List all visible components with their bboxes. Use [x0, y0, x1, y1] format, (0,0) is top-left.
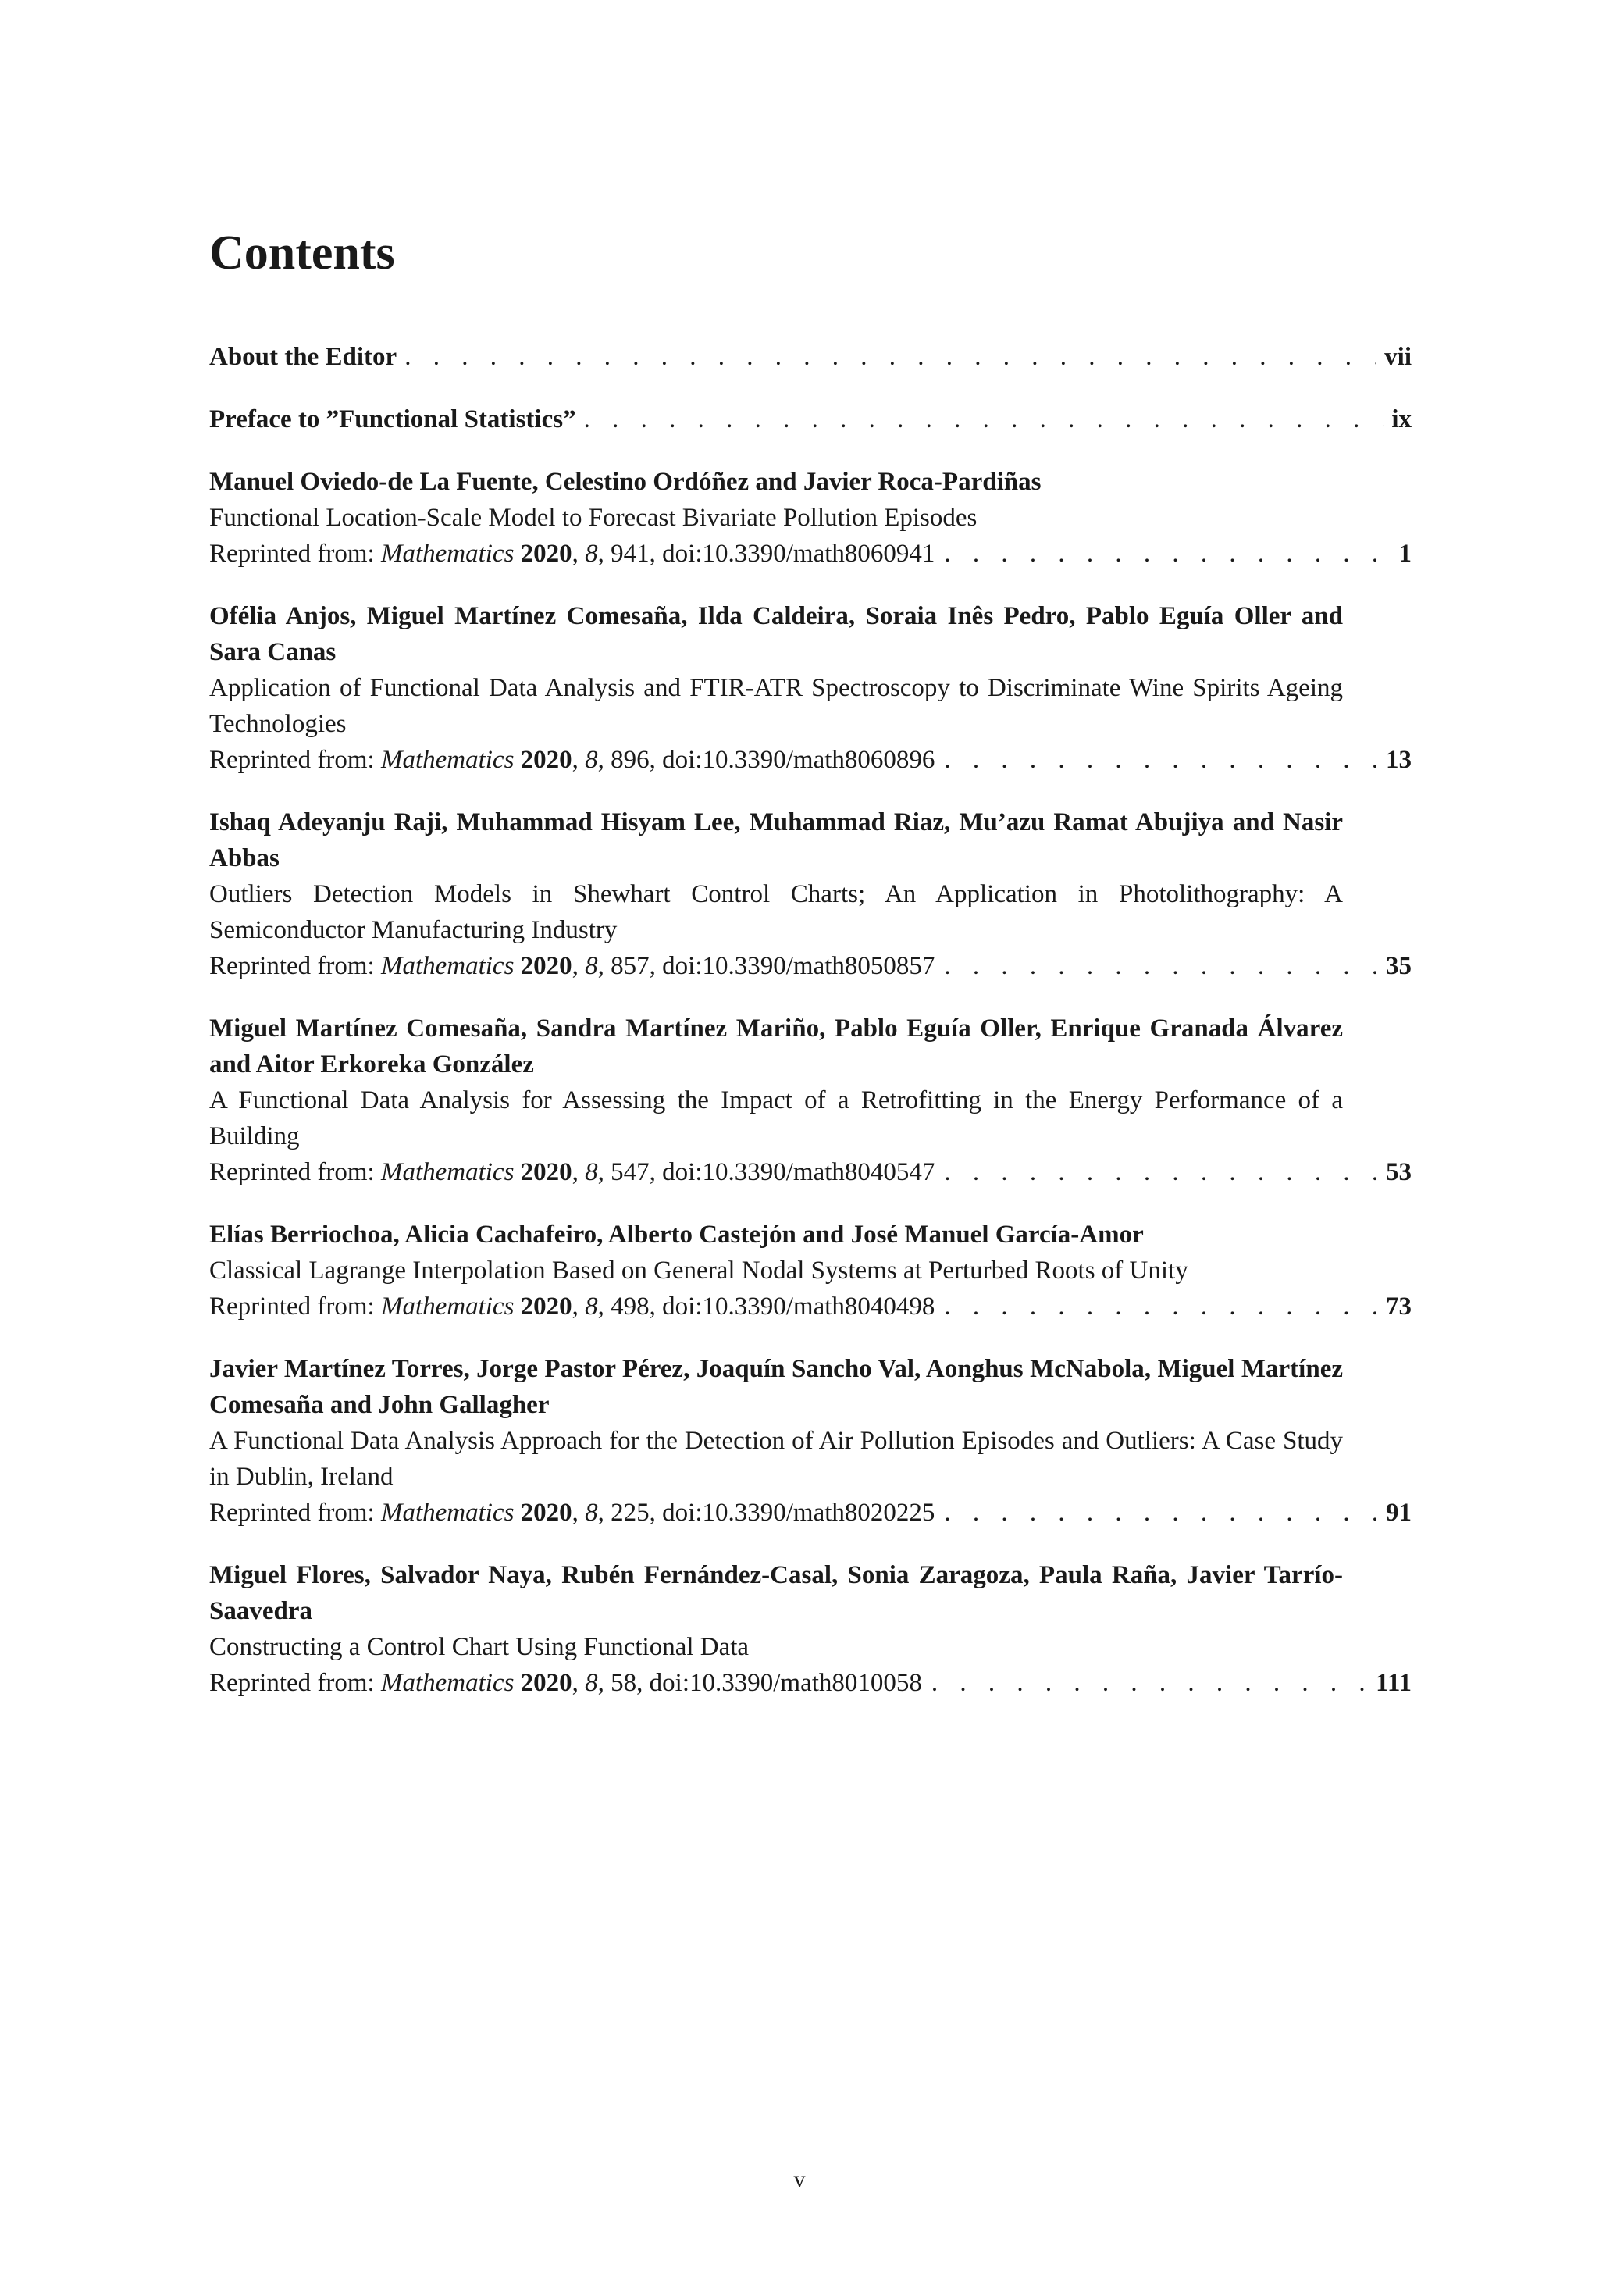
citation-doi[interactable]: doi:10.3390/math8010058 [649, 1669, 922, 1698]
journal-name: Mathematics [380, 746, 515, 775]
reprint-citation: Reprinted from: Mathematics 2020, 8, 547, doi:10.3390/math8040547 [209, 1158, 935, 1187]
citation-doi[interactable]: doi:10.3390/math8050857 [662, 952, 935, 981]
citation-volume: 8 [585, 952, 598, 981]
reprint-prefix: Reprinted from: [209, 952, 375, 981]
dot-leader [944, 742, 1376, 778]
page-number: 91 [1386, 1499, 1412, 1528]
reprint-citation: Reprinted from: Mathematics 2020, 8, 857, doi:10.3390/math8050857 [209, 952, 935, 981]
journal-name: Mathematics [380, 1669, 515, 1698]
journal-name: Mathematics [380, 952, 515, 981]
dot-leader [931, 1665, 1366, 1701]
citation-volume: 8 [585, 1669, 598, 1698]
toc-entry-article[interactable] [209, 598, 1412, 778]
entry-title: About the Editor [209, 343, 397, 372]
citation-doi[interactable]: doi:10.3390/math8060941 [662, 540, 935, 569]
citation-volume: 8 [585, 1158, 598, 1187]
article-authors: Manuel Oviedo-de La Fuente, Celestino Ordóñez and Javier Roca-Pardiñas [209, 468, 1042, 497]
reprint-prefix: Reprinted from: [209, 746, 375, 775]
page-folio: v [793, 2166, 806, 2192]
article-title: Classical Lagrange Interpolation Based on General Nodal Systems at Perturbed Roots of Unity [209, 1257, 1188, 1285]
article-authors: Ofélia Anjos, Miguel Martínez Comesaña, Ilda Caldeira, Soraia Inês Pedro, Pablo Eguía Oller and Sara Canas [209, 602, 1343, 667]
reprint-citation: Reprinted from: Mathematics 2020, 8, 896, doi:10.3390/math8060896 [209, 746, 935, 775]
citation-article-number: 225 [611, 1499, 650, 1528]
toc-entry-article[interactable] [209, 1217, 1412, 1324]
citation-volume: 8 [585, 540, 598, 569]
page-number: vii [1384, 343, 1412, 372]
article-authors: Elías Berriochoa, Alicia Cachafeiro, Alberto Castejón and José Manuel García-Amor [209, 1221, 1144, 1250]
page-number: 73 [1386, 1292, 1412, 1321]
reprint-citation: Reprinted from: Mathematics 2020, 8, 58, doi:10.3390/math8010058 [209, 1669, 922, 1698]
page-number: 35 [1386, 952, 1412, 981]
citation-article-number: 498 [611, 1292, 650, 1321]
article-title: Application of Functional Data Analysis and FTIR-ATR Spectroscopy to Discriminate Wine Spirits Ageing Technologies [209, 674, 1343, 739]
citation-article-number: 941 [611, 540, 650, 569]
dot-leader [944, 948, 1376, 984]
citation-volume: 8 [585, 1292, 598, 1321]
journal-name: Mathematics [380, 1158, 515, 1187]
article-authors: Miguel Flores, Salvador Naya, Rubén Fernández-Casal, Sonia Zaragoza, Paula Raña, Javier Tarrío-Saavedra [209, 1561, 1343, 1626]
citation-year: 2020 [520, 540, 572, 569]
article-authors: Ishaq Adeyanju Raji, Muhammad Hisyam Lee, Muhammad Riaz, Mu’azu Ramat Abujiya and Nasir Abbas [209, 808, 1343, 873]
reprint-citation: Reprinted from: Mathematics 2020, 8, 498, doi:10.3390/math8040498 [209, 1292, 935, 1321]
reprint-prefix: Reprinted from: [209, 1158, 375, 1187]
reprint-prefix: Reprinted from: [209, 1499, 375, 1528]
citation-year: 2020 [520, 746, 572, 775]
citation-doi[interactable]: doi:10.3390/math8060896 [662, 746, 935, 775]
reprint-line [209, 1154, 1412, 1190]
reprint-line [209, 536, 1412, 572]
reprint-prefix: Reprinted from: [209, 1669, 375, 1698]
citation-year: 2020 [520, 1158, 572, 1187]
citation-year: 2020 [520, 1499, 572, 1528]
citation-doi[interactable]: doi:10.3390/math8040498 [662, 1292, 935, 1321]
citation-article-number: 857 [611, 952, 650, 981]
dot-leader [944, 1154, 1376, 1190]
reprint-line [209, 1289, 1412, 1324]
dot-leader [944, 1495, 1376, 1531]
citation-year: 2020 [520, 1292, 572, 1321]
article-title: A Functional Data Analysis Approach for the Detection of Air Pollution Episodes and Outliers: A Case Study in Dublin, Ireland [209, 1427, 1343, 1492]
toc-entry-article[interactable] [209, 1011, 1412, 1190]
reprint-prefix: Reprinted from: [209, 540, 375, 569]
reprint-citation: Reprinted from: Mathematics 2020, 8, 941, doi:10.3390/math8060941 [209, 540, 935, 569]
dot-leader [404, 339, 1376, 375]
toc-entry-article[interactable] [209, 1351, 1412, 1531]
entry-title: Preface to ”Functional Statistics” [209, 405, 576, 434]
toc-entry-about-editor[interactable] [209, 339, 1412, 375]
toc-entry-article[interactable] [209, 804, 1412, 984]
citation-volume: 8 [585, 1499, 598, 1528]
reprint-line [209, 948, 1412, 984]
article-authors: Javier Martínez Torres, Jorge Pastor Pérez, Joaquín Sancho Val, Aonghus McNabola, Miguel Martínez Comesaña and John Gallagher [209, 1355, 1343, 1420]
article-title: Outliers Detection Models in Shewhart Control Charts; An Application in Photolithography: A Semiconductor Manufacturing Industry [209, 880, 1343, 945]
dot-leader [584, 401, 1384, 437]
toc-entry-article[interactable] [209, 1557, 1412, 1701]
citation-doi[interactable]: doi:10.3390/math8040547 [662, 1158, 935, 1187]
citation-year: 2020 [520, 952, 572, 981]
journal-name: Mathematics [380, 540, 515, 569]
journal-name: Mathematics [380, 1292, 515, 1321]
page-number: 1 [1398, 540, 1412, 569]
citation-volume: 8 [585, 746, 598, 775]
dot-leader [944, 536, 1389, 572]
citation-year: 2020 [520, 1669, 572, 1698]
toc-entry-article[interactable] [209, 464, 1412, 572]
page-number: ix [1391, 405, 1412, 434]
article-title: Constructing a Control Chart Using Functional Data [209, 1633, 750, 1662]
citation-article-number: 896 [611, 746, 650, 775]
reprint-citation: Reprinted from: Mathematics 2020, 8, 225, doi:10.3390/math8020225 [209, 1499, 935, 1528]
article-list [209, 464, 1412, 1701]
page-number: 111 [1376, 1669, 1412, 1698]
reprint-line [209, 742, 1412, 778]
page-title: Contents [209, 226, 395, 280]
article-title: A Functional Data Analysis for Assessing the Impact of a Retrofitting in the Energy Performance of a Building [209, 1086, 1343, 1151]
reprint-line [209, 1665, 1412, 1701]
page-number: 13 [1386, 746, 1412, 775]
toc-entry-preface[interactable] [209, 401, 1412, 437]
article-authors: Miguel Martínez Comesaña, Sandra Martínez Mariño, Pablo Eguía Oller, Enrique Granada Álvarez and Aitor Erkoreka González [209, 1014, 1343, 1079]
article-title: Functional Location-Scale Model to Forecast Bivariate Pollution Episodes [209, 504, 978, 533]
dot-leader [944, 1289, 1376, 1324]
citation-doi[interactable]: doi:10.3390/math8020225 [662, 1499, 935, 1528]
table-of-contents [209, 226, 1412, 1727]
reprint-line [209, 1495, 1412, 1531]
citation-article-number: 58 [611, 1669, 637, 1698]
citation-article-number: 547 [611, 1158, 650, 1187]
journal-name: Mathematics [380, 1499, 515, 1528]
page-number: 53 [1386, 1158, 1412, 1187]
reprint-prefix: Reprinted from: [209, 1292, 375, 1321]
